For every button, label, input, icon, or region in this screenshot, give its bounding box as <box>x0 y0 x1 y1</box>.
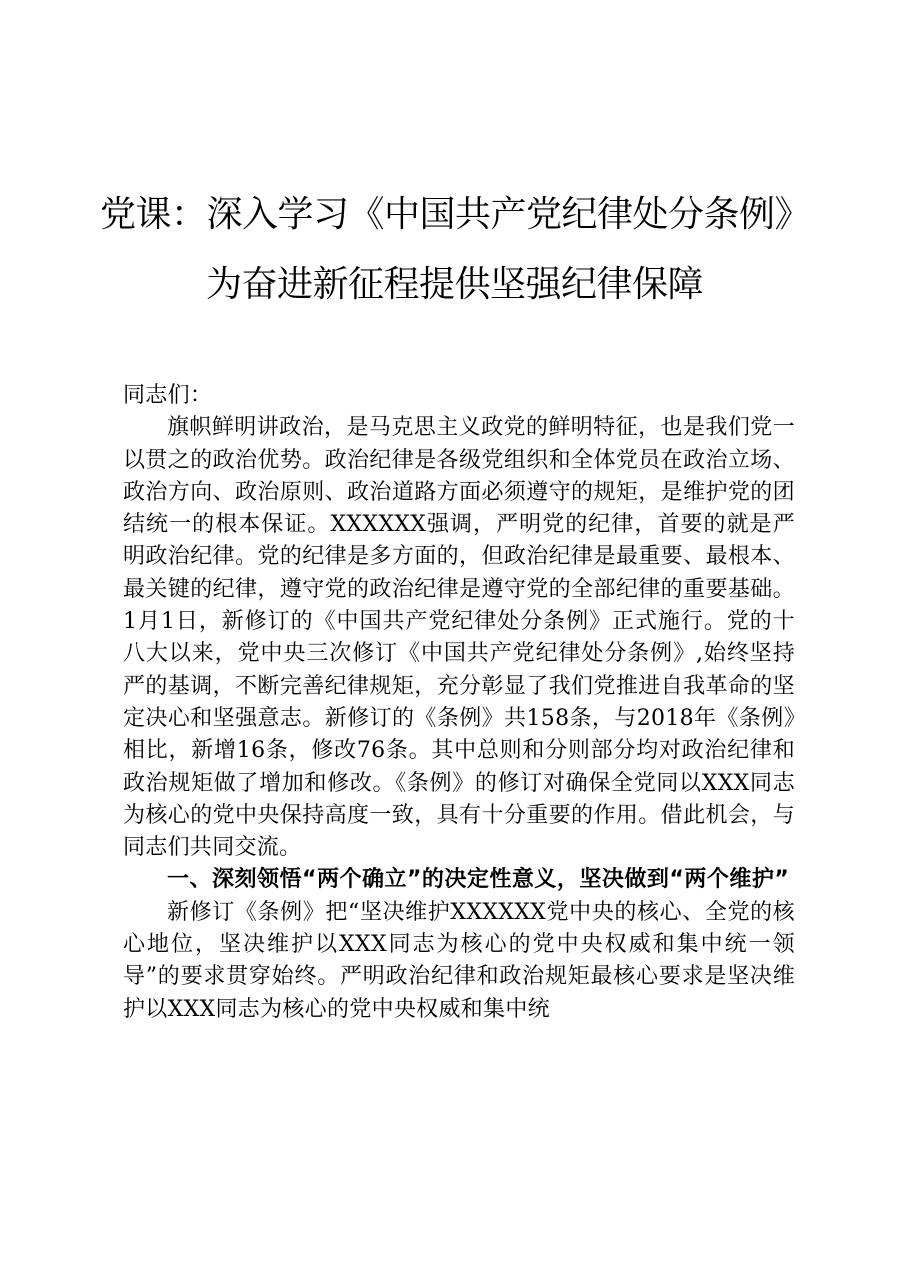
salutation: 同志们： <box>123 383 213 408</box>
document-body <box>123 380 795 1026</box>
document-title-line-2: 为奋进新征程提供坚强纪律保障 <box>205 264 703 305</box>
body-paragraph: 旗帜鲜明讲政治，是马克思主义政党的鲜明特征，也是我们党一以贯之的政治优势。政治纪律是各级党组织和全体党员在政治立场、政治方向、政治原则、政治道路方面必须遵守的规矩，是维护党的团结统一的根本保证。XXXXXX强调，严明党的纪律，首要的就是严明政治纪律。党的纪律是多方面的，但政治纪律是最重要、最根本、最关键的纪律，遵守党的政治纪律是遵守党的全部纪律的重要基础。1月1日，新修订的《中国共产党纪律处分条例》正式施行。党的十八大以来，党中央三次修订《中国共产党纪律处分条例》,始终坚持严的基调，不断完善纪律规矩，充分彰显了我们党推进自我革命的坚定决心和坚强意志。新修订的《条例》共158条，与2018年《条例》相比，新增16条，修改76条。其中总则和分则部分均对政治纪律和政治规矩做了增加和修改。《条例》的修订对确保全党同以XXX同志为核心的党中央保持高度一致，具有十分重要的作用。借此机会，与同志们共同交流。 <box>123 415 795 861</box>
document-title-line-1: 党课：深入学习《中国共产党纪律处分条例》 <box>100 194 811 235</box>
body-paragraph: 新修订《条例》把“坚决维护XXXXXX党中央的核心、全党的核心地位，坚决维护以XXX同志为核心的党中央权威和集中统一领导”的要求贯穿始终。严明政治纪律和政治规矩最核心要求是坚决维护以XXX同志为核心的党中央权威和集中统 <box>123 899 795 1022</box>
section-heading: 一、深刻领悟“两个确立”的决定性意义，坚决做到“两个维护” <box>167 867 790 893</box>
